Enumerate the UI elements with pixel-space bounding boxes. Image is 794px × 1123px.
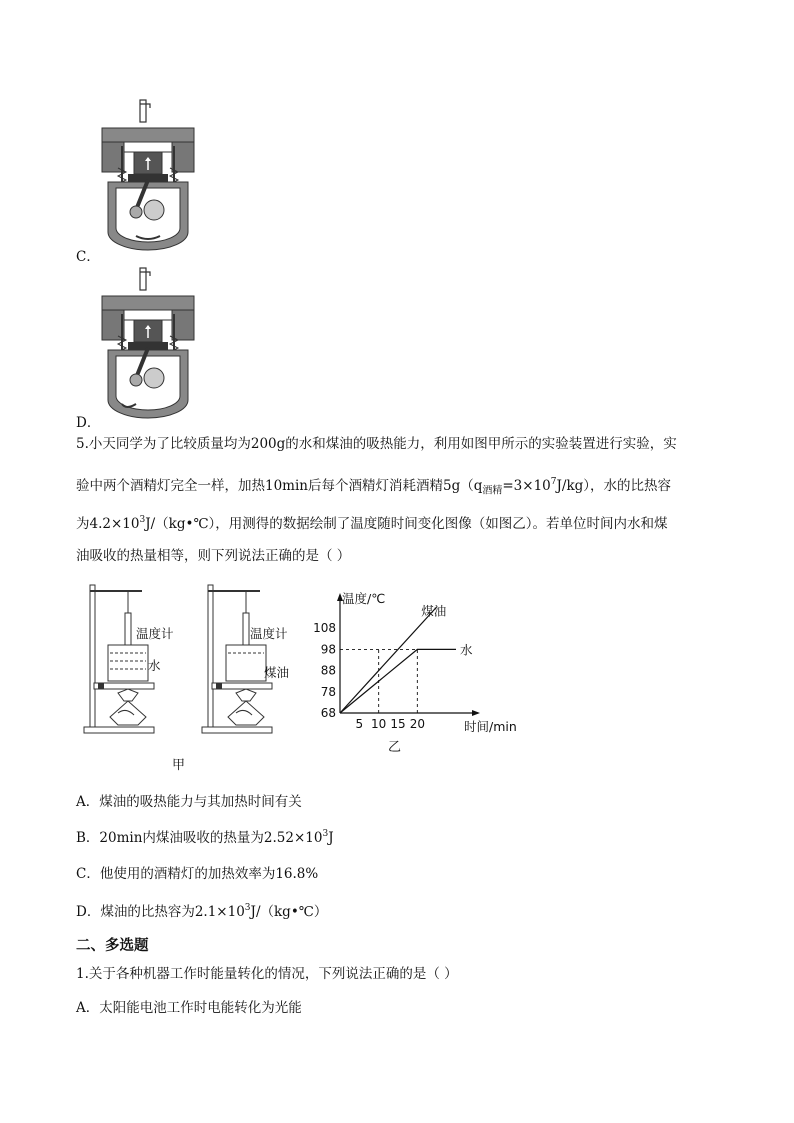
figure-jia-apparatus	[76, 585, 306, 775]
x-axis-arrow	[472, 710, 480, 716]
chart-x-axis-label: 时间/min	[464, 719, 517, 734]
option-d-label: D．	[76, 415, 101, 431]
q5-line-2: 验中两个酒精灯完全一样，加热10min后每个酒精灯消耗酒精$5g(q_{酒精}=3\times 10^7J/kg)$，水的比热容	[76, 477, 672, 497]
thermometer-label-1: 温度计	[136, 626, 174, 641]
apparatus-water	[84, 585, 174, 733]
thermometer-label-2: 温度计	[250, 626, 288, 641]
chart-y-axis-label: 温度/℃	[342, 591, 386, 606]
x-tick-label-3: 20	[409, 717, 425, 731]
y-tick-label-1: 78	[320, 684, 336, 699]
q5-line-3: 为$4.2\times 10^3J/(kg•℃)$，用测得的数据绘制了温度随时间变化图像（如图乙）。若单位时间内水和煤	[76, 515, 668, 532]
liquid-label-water: 水	[148, 658, 161, 673]
section2-q1-option-a: A．太阳能电池工作时电能转化为光能	[76, 1000, 302, 1016]
section-title-multiple-choice: 二、多选题	[76, 937, 149, 954]
section2-q1: 1.关于各种机器工作时能量转化的情况，下列说法正确的是（ ）	[76, 966, 458, 982]
x-tick-label-0: 5	[355, 717, 364, 731]
q5-option-a: A．煤油的吸热能力与其加热时间有关	[76, 794, 302, 810]
series-line-0	[340, 607, 437, 713]
series-label-water: 水	[460, 642, 473, 658]
liquid-label-kerosene: 煤油	[264, 665, 290, 680]
option-c-label: C．	[76, 249, 100, 265]
chart-series	[340, 607, 456, 713]
figure-yi-caption: 乙	[388, 740, 402, 755]
figure-jia-caption: 甲	[172, 758, 186, 773]
q5-line-1: 5.小天同学为了比较质量均为200g的水和煤油的吸热能力，利用如图甲所示的实验装置进行实验，实	[76, 436, 677, 452]
engine-diagram-c	[100, 98, 200, 253]
x-tick-label-1: 10	[371, 717, 387, 731]
engine-diagram-d	[100, 266, 200, 421]
series-label-kerosene: 煤油	[421, 603, 447, 619]
y-tick-label-3: 98	[320, 642, 336, 657]
q5-option-c: C．他使用的酒精灯的加热效率为16.8%	[76, 866, 319, 882]
q5-line-4: 油吸收的热量相等，则下列说法正确的是（ ）	[76, 548, 351, 564]
y-tick-label-0: 68	[320, 706, 336, 720]
x-tick-label-2: 15	[390, 717, 406, 731]
figure-yi-chart	[310, 585, 517, 760]
y-tick-label-4: 108	[313, 621, 336, 636]
q5-option-d: D．煤油的比热容为$2.1\times 10^3J/(kg•℃)$	[76, 903, 328, 920]
q5-option-b: B．20min内煤油吸收的热量为$2.52\times 10^3J$	[76, 829, 334, 846]
series-line-1	[340, 649, 456, 713]
apparatus-kerosene	[202, 585, 289, 733]
y-tick-label-2: 88	[320, 663, 336, 678]
